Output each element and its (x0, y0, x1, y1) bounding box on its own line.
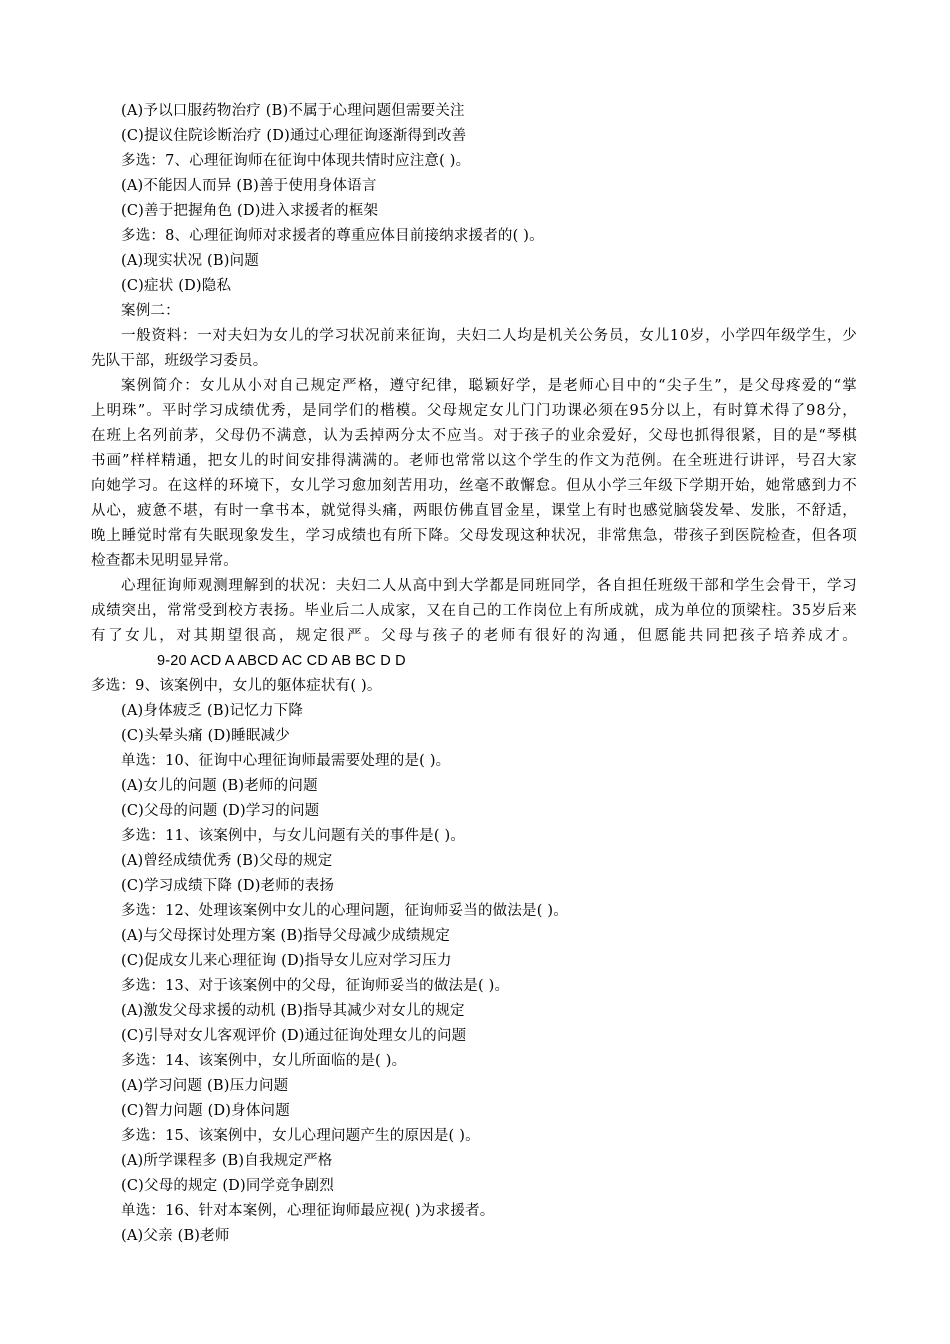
case-brief-line-4: 书画”样样精通，把女儿的时间安排得满满的。老师也常常以这个学生的作文为范例。在全班进行讲评，号召大家 (91, 453, 858, 469)
option-line-q6-cd: (C)提议住院诊断治疗 (D)通过心理征询逐渐得到改善 (121, 128, 467, 144)
question-7: 多选：7、心理征询师在征询中体现共情时应注意( )。 (121, 153, 471, 169)
case-brief-line-6: 从心，疲惫不堪，有时一拿书本，就觉得头痛，两眼仿佛直冒金星，课堂上有时也感觉脑袋发晕、发胀，不舒适， (91, 503, 858, 519)
option-line-q6-ab: (A)予以口服药物治疗 (B)不属于心理问题但需要关注 (121, 103, 465, 119)
option-line-q16-ab: (A)父亲 (B)老师 (121, 1228, 230, 1244)
option-line-q12-ab: (A)与父母探讨处理方案 (B)指导父母减少成绩规定 (121, 928, 451, 944)
option-line-q9-ab: (A)身体疲乏 (B)记忆力下降 (121, 703, 304, 719)
option-line-q7-ab: (A)不能因人而异 (B)善于使用身体语言 (121, 178, 377, 194)
observation-line-1: 心理征询师观测理解到的状况：夫妇二人从高中到大学都是同班同学，各自担任班级干部和学生会骨干，学习 (121, 578, 858, 594)
case-two-heading: 案例二： (121, 303, 180, 319)
question-11: 多选：11、该案例中，与女儿问题有关的事件是( )。 (121, 828, 466, 844)
question-8: 多选：8、心理征询师对求援者的尊重应体目前接纳求援者的( )。 (121, 228, 544, 244)
question-13: 多选：13、对于该案例中的父母，征询师妥当的做法是( )。 (121, 978, 510, 994)
question-10: 单选：10、征询中心理征询师最需要处理的是( )。 (121, 753, 451, 769)
option-line-q10-cd: (C)父母的问题 (D)学习的问题 (121, 803, 320, 819)
option-line-q15-ab: (A)所学课程多 (B)自我规定严格 (121, 1153, 333, 1169)
case-brief-line-3: 在班上名列前茅，父母仍不满意，认为丢掉两分太不应当。对于孩子的业余爱好，父母也抓得很紧，目的是“琴棋 (91, 428, 858, 444)
option-line-q14-ab: (A)学习问题 (B)压力问题 (121, 1078, 289, 1094)
option-line-q8-cd: (C)症状 (D)隐私 (121, 278, 232, 294)
question-15: 多选：15、该案例中，女儿心理问题产生的原因是( )。 (121, 1128, 480, 1144)
case-brief-line-1: 案例简介：女儿从小对自己规定严格，遵守纪律，聪颖好学，是老师心目中的“尖子生”，是父母疼爱的“掌 (121, 378, 859, 394)
option-line-q11-cd: (C)学习成绩下降 (D)老师的表扬 (121, 878, 335, 894)
case-brief-line-7: 晚上睡觉时常有失眠现象发生，学习成绩也有所下降。父母发现这种状况，非常焦急，带孩子到医院检查，但各项 (91, 528, 858, 544)
observation-line-2: 成绩突出，常常受到校方表扬。毕业后二人成家，又在自己的工作岗位上有所成就，成为单位的顶梁柱。35岁后来 (91, 603, 858, 619)
question-16: 单选：16、针对本案例，心理征询师最应视( )为求援者。 (121, 1203, 495, 1219)
option-line-q15-cd: (C)父母的规定 (D)同学竞争剧烈 (121, 1178, 335, 1194)
case-brief-line-2: 上明珠”。平时学习成绩优秀，是同学们的楷模。父母规定女儿门门功课必须在95分以上，有时算术得了98分， (91, 403, 858, 419)
option-line-q10-ab: (A)女儿的问题 (B)老师的问题 (121, 778, 318, 794)
option-line-q12-cd: (C)促成女儿来心理征询 (D)指导女儿应对学习压力 (121, 953, 452, 969)
question-9: 多选：9、该案例中，女儿的躯体症状有( )。 (91, 678, 382, 694)
question-14: 多选：14、该案例中，女儿所面临的是( )。 (121, 1053, 407, 1069)
case-brief-line-8: 检查都未见明显异常。 (91, 553, 238, 569)
question-12: 多选：12、处理该案例中女儿的心理问题，征询师妥当的做法是( )。 (121, 903, 568, 919)
option-line-q13-ab: (A)激发父母求援的动机 (B)指导其减少对女儿的规定 (121, 1003, 465, 1019)
option-line-q8-ab: (A)现实状况 (B)问题 (121, 253, 259, 269)
option-line-q9-cd: (C)头晕头痛 (D)睡眠减少 (121, 728, 290, 744)
answer-key: 9-20 ACD A ABCD AC CD AB BC D D (157, 653, 406, 669)
case-brief-line-5: 向她学习。在这样的环境下，女儿学习愈加刻苦用功，丝毫不敢懈怠。但从小学三年级下学期开始，她常感到力不 (91, 478, 858, 494)
general-info-line-1: 一般资料：一对夫妇为女儿的学习状况前来征询，夫妇二人均是机关公务员，女儿10岁，小学四年级学生，少 (121, 328, 858, 344)
option-line-q11-ab: (A)曾经成绩优秀 (B)父母的规定 (121, 853, 333, 869)
option-line-q7-cd: (C)善于把握角色 (D)进入求援者的框架 (121, 203, 379, 219)
general-info-line-2: 先队干部，班级学习委员。 (91, 353, 268, 369)
option-line-q14-cd: (C)智力问题 (D)身体问题 (121, 1103, 290, 1119)
observation-line-3: 有了女儿，对其期望很高，规定很严。父母与孩子的老师有很好的沟通，但愿能共同把孩子培养成才。 (91, 628, 860, 644)
option-line-q13-cd: (C)引导对女儿客观评价 (D)通过征询处理女儿的问题 (121, 1028, 467, 1044)
